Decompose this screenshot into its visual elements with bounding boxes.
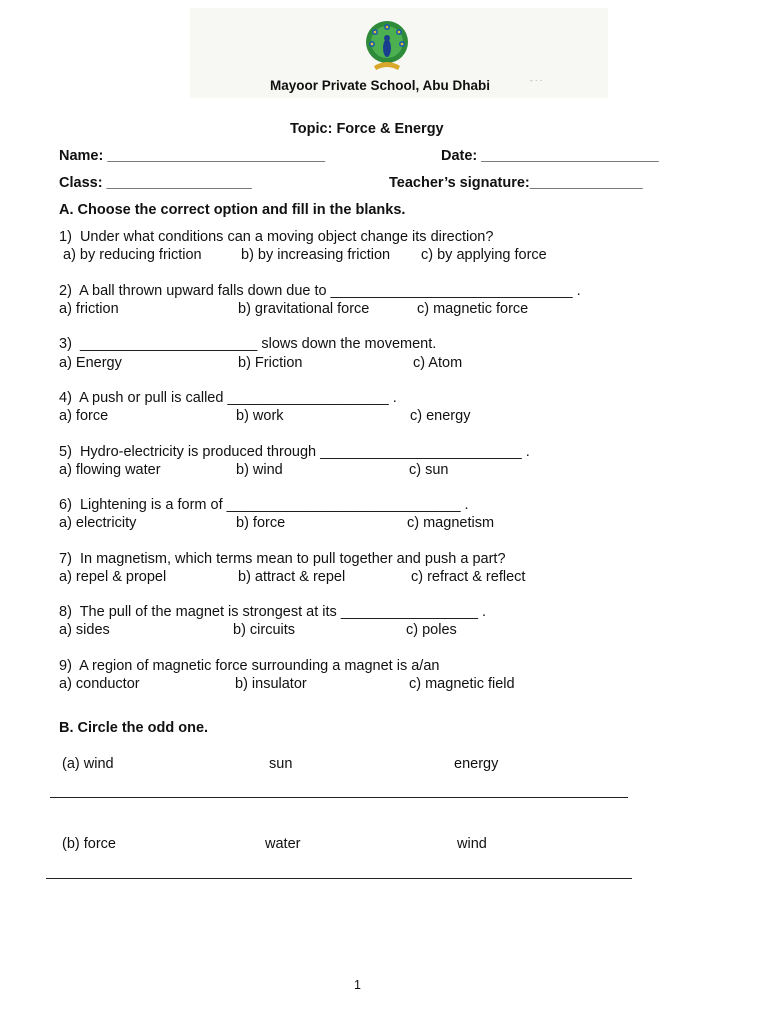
topic-title: Topic: Force & Energy (290, 121, 444, 137)
question-8: 8) The pull of the magnet is strongest at its _________________ . (59, 604, 486, 620)
class-field[interactable]: Class: __________________ (59, 175, 252, 191)
q8-option-a[interactable]: a) sides (59, 622, 110, 638)
q6-option-b[interactable]: b) force (236, 515, 286, 531)
q4-option-a[interactable]: a) force (59, 408, 109, 424)
q2-option-a[interactable]: a) friction (59, 301, 119, 317)
question-5: 5) Hydro-electricity is produced through _________________________ . (59, 444, 530, 460)
page-number: 1 (354, 978, 361, 992)
q6-option-a[interactable]: a) electricity (59, 515, 137, 531)
q9-option-a[interactable]: a) conductor (59, 676, 140, 692)
q3-option-a[interactable]: a) Energy (59, 355, 122, 371)
peacock-logo-icon (360, 18, 414, 76)
q1-option-b[interactable]: b) by increasing friction (241, 247, 391, 263)
header-dots: - · · (530, 76, 543, 85)
q7-option-c[interactable]: c) refract & reflect (411, 569, 526, 585)
q8-option-c[interactable]: c) poles (406, 622, 457, 638)
question-9: 9) A region of magnetic force surrounding a magnet is a/an (59, 658, 440, 674)
q7-option-b[interactable]: b) attract & repel (238, 569, 346, 585)
odd-one-a-item-3[interactable]: energy (454, 756, 499, 772)
q7-option-a[interactable]: a) repel & propel (59, 569, 167, 585)
q9-option-b[interactable]: b) insulator (235, 676, 307, 692)
q3-option-b[interactable]: b) Friction (238, 355, 303, 371)
q6-option-c[interactable]: c) magnetism (407, 515, 495, 531)
answer-line-a[interactable] (50, 797, 628, 798)
odd-one-b-item-2[interactable]: water (265, 836, 301, 852)
q9-option-c[interactable]: c) magnetic field (409, 676, 515, 692)
question-6: 6) Lightening is a form of _____________________________ . (59, 497, 469, 513)
school-name: Mayoor Private School, Abu Dhabi (270, 78, 491, 93)
q5-option-a[interactable]: a) flowing water (59, 462, 161, 478)
q5-option-b[interactable]: b) wind (236, 462, 283, 478)
name-field[interactable]: Name: ___________________________ (59, 148, 326, 164)
odd-one-b-item-1[interactable]: (b) force (62, 836, 116, 852)
odd-one-b-item-3[interactable]: wind (457, 836, 487, 852)
odd-one-a-item-1[interactable]: (a) wind (62, 756, 114, 772)
q2-option-c[interactable]: c) magnetic force (417, 301, 529, 317)
q2-option-b[interactable]: b) gravitational force (238, 301, 370, 317)
answer-line-b[interactable] (46, 878, 632, 879)
question-3: 3) ______________________ slows down the movement. (59, 336, 437, 352)
question-4: 4) A push or pull is called ____________________ . (59, 390, 397, 406)
question-7: 7) In magnetism, which terms mean to pull together and push a part? (59, 551, 506, 567)
q8-option-b[interactable]: b) circuits (233, 622, 296, 638)
section-a-heading: A. Choose the correct option and fill in the blanks. (59, 202, 406, 218)
teacher-signature-field[interactable]: Teacher’s signature:______________ (389, 175, 643, 191)
section-b-heading: B. Circle the odd one. (59, 720, 209, 736)
q5-option-c[interactable]: c) sun (409, 462, 449, 478)
q1-option-c[interactable]: c) by applying force (421, 247, 547, 263)
q4-option-c[interactable]: c) energy (410, 408, 471, 424)
date-field[interactable]: Date: ______________________ (441, 148, 659, 164)
odd-one-a-item-2[interactable]: sun (269, 756, 293, 772)
q1-option-a[interactable]: a) by reducing friction (63, 247, 202, 263)
q4-option-b[interactable]: b) work (236, 408, 284, 424)
q3-option-c[interactable]: c) Atom (413, 355, 463, 371)
question-1: 1) Under what conditions can a moving object change its direction? (59, 229, 494, 245)
question-2: 2) A ball thrown upward falls down due to ______________________________ . (59, 283, 581, 299)
